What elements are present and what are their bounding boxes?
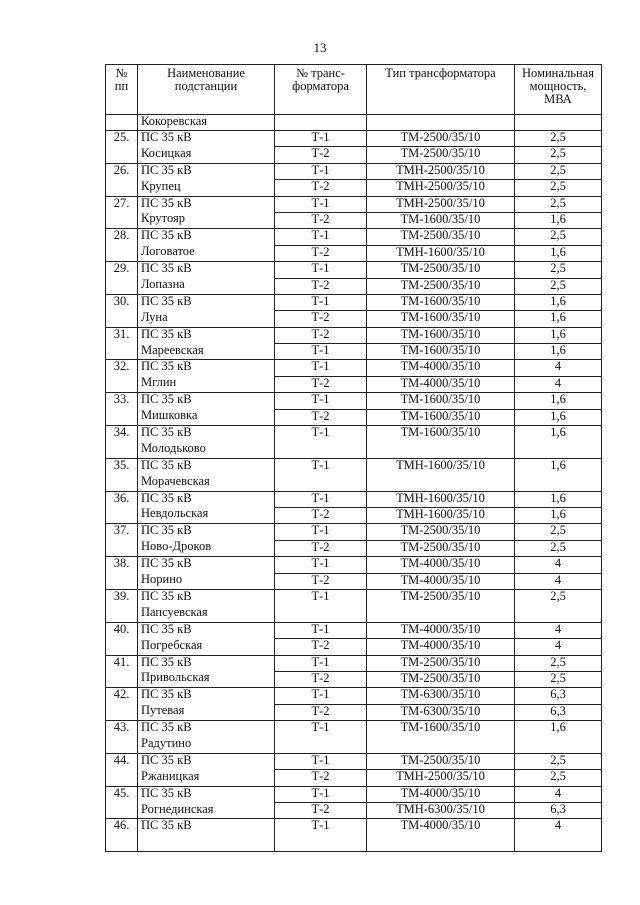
cell-rated-power: 2,5 xyxy=(515,540,602,556)
cell-rated-power: 2,5 xyxy=(515,163,602,179)
table-row xyxy=(106,327,602,343)
cell-num xyxy=(106,115,138,131)
cell-transformer-type: ТМ-6300/35/10 xyxy=(367,704,515,720)
cell-transformer-type: ТМН-1600/35/10 xyxy=(367,458,515,474)
cell-name xyxy=(138,835,275,851)
table-row xyxy=(106,393,602,409)
table-row xyxy=(106,245,602,261)
cell-rated-power: 1,6 xyxy=(515,327,602,343)
table-row xyxy=(106,344,602,360)
cell-transformer-number: Т-1 xyxy=(275,262,367,278)
table-row xyxy=(106,819,602,835)
cell-transformer-number: Т-1 xyxy=(275,229,367,245)
cell-transformer-number: Т-1 xyxy=(275,163,367,179)
cell-transformer-type: ТМ-1600/35/10 xyxy=(367,409,515,425)
cell-transformer-number: Т-1 xyxy=(275,491,367,507)
cell-transformer-number: Т-1 xyxy=(275,721,367,737)
cell-rated-power: 2,5 xyxy=(515,131,602,147)
cell-num: 37. xyxy=(106,524,138,540)
cell-name: ПС 35 кВ xyxy=(138,163,275,179)
cell-transformer-number: Т-1 xyxy=(275,786,367,802)
cell-num: 27. xyxy=(106,196,138,212)
cell-name: ПС 35 кВ xyxy=(138,426,275,442)
table-row xyxy=(106,426,602,442)
cell-rated-power: 2,5 xyxy=(515,262,602,278)
cell-transformer-type: ТМ-4000/35/10 xyxy=(367,573,515,589)
table-row xyxy=(106,770,602,786)
cell-rated-power: 6,3 xyxy=(515,688,602,704)
cell-transformer-number: Т-1 xyxy=(275,458,367,474)
table-row xyxy=(106,835,602,851)
cell-transformer-number xyxy=(275,606,367,622)
cell-transformer-type xyxy=(367,115,515,131)
cell-transformer-type: ТМ-1600/35/10 xyxy=(367,393,515,409)
cell-rated-power: 1,6 xyxy=(515,311,602,327)
cell-rated-power xyxy=(515,475,602,491)
cell-num xyxy=(106,278,138,294)
table-row xyxy=(106,115,602,131)
cell-num xyxy=(106,409,138,425)
cell-transformer-type: ТМ-1600/35/10 xyxy=(367,721,515,737)
cell-rated-power xyxy=(515,115,602,131)
table-row xyxy=(106,360,602,376)
cell-num: 39. xyxy=(106,589,138,605)
cell-num: 43. xyxy=(106,721,138,737)
cell-transformer-number xyxy=(275,115,367,131)
cell-transformer-number: Т-2 xyxy=(275,704,367,720)
header-transformer-number: № транс- форматора xyxy=(275,65,367,115)
cell-rated-power: 1,6 xyxy=(515,491,602,507)
cell-name: Луна xyxy=(138,311,275,327)
table-row xyxy=(106,311,602,327)
table-row xyxy=(106,180,602,196)
cell-num: 28. xyxy=(106,229,138,245)
cell-rated-power: 4 xyxy=(515,622,602,638)
cell-transformer-type: ТМ-2500/35/10 xyxy=(367,147,515,163)
cell-name: ПС 35 кВ xyxy=(138,786,275,802)
cell-num xyxy=(106,606,138,622)
cell-name: ПС 35 кВ xyxy=(138,622,275,638)
cell-transformer-number: Т-2 xyxy=(275,770,367,786)
cell-num xyxy=(106,573,138,589)
cell-transformer-number: Т-2 xyxy=(275,803,367,819)
cell-transformer-number xyxy=(275,475,367,491)
cell-transformer-type: ТМ-2500/35/10 xyxy=(367,131,515,147)
cell-transformer-type: ТМ-4000/35/10 xyxy=(367,360,515,376)
cell-transformer-number: Т-1 xyxy=(275,294,367,310)
cell-transformer-type: ТМН-1600/35/10 xyxy=(367,245,515,261)
cell-rated-power: 1,6 xyxy=(515,721,602,737)
cell-rated-power: 2,5 xyxy=(515,671,602,687)
table-row xyxy=(106,803,602,819)
table-row xyxy=(106,671,602,687)
table-row xyxy=(106,688,602,704)
cell-transformer-number: Т-1 xyxy=(275,196,367,212)
cell-transformer-number: Т-2 xyxy=(275,507,367,523)
cell-rated-power: 2,5 xyxy=(515,524,602,540)
cell-name: Логоватое xyxy=(138,245,275,261)
cell-rated-power xyxy=(515,737,602,753)
table-row xyxy=(106,229,602,245)
cell-transformer-number: Т-2 xyxy=(275,245,367,261)
cell-transformer-type: ТМ-4000/35/10 xyxy=(367,639,515,655)
table-row xyxy=(106,147,602,163)
cell-rated-power: 2,5 xyxy=(515,196,602,212)
cell-transformer-number: Т-2 xyxy=(275,180,367,196)
cell-num xyxy=(106,344,138,360)
cell-transformer-type: ТМН-2500/35/10 xyxy=(367,770,515,786)
cell-num: 34. xyxy=(106,426,138,442)
table-row xyxy=(106,163,602,179)
cell-rated-power: 1,6 xyxy=(515,294,602,310)
cell-name: ПС 35 кВ xyxy=(138,655,275,671)
cell-num: 42. xyxy=(106,688,138,704)
cell-rated-power: 4 xyxy=(515,573,602,589)
cell-transformer-type: ТМ-2500/35/10 xyxy=(367,753,515,769)
cell-transformer-type: ТМ-1600/35/10 xyxy=(367,426,515,442)
cell-transformer-number: Т-2 xyxy=(275,327,367,343)
cell-transformer-type: ТМН-2500/35/10 xyxy=(367,180,515,196)
cell-num xyxy=(106,212,138,228)
cell-rated-power xyxy=(515,606,602,622)
cell-rated-power: 4 xyxy=(515,360,602,376)
cell-name: ПС 35 кВ xyxy=(138,721,275,737)
cell-name: Рогнединская xyxy=(138,803,275,819)
cell-name: ПС 35 кВ xyxy=(138,458,275,474)
cell-name: ПС 35 кВ xyxy=(138,589,275,605)
cell-name: Ново-Дроков xyxy=(138,540,275,556)
cell-transformer-type: ТМН-1600/35/10 xyxy=(367,507,515,523)
cell-num: 35. xyxy=(106,458,138,474)
cell-transformer-type: ТМ-2500/35/10 xyxy=(367,524,515,540)
cell-rated-power: 6,3 xyxy=(515,704,602,720)
table-row xyxy=(106,639,602,655)
cell-num xyxy=(106,475,138,491)
cell-transformer-type: ТМ-4000/35/10 xyxy=(367,557,515,573)
cell-num: 44. xyxy=(106,753,138,769)
cell-transformer-number: Т-1 xyxy=(275,655,367,671)
cell-transformer-type: ТМ-2500/35/10 xyxy=(367,589,515,605)
cell-transformer-number xyxy=(275,442,367,458)
cell-transformer-type xyxy=(367,442,515,458)
cell-num: 26. xyxy=(106,163,138,179)
cell-num: 30. xyxy=(106,294,138,310)
cell-num xyxy=(106,180,138,196)
table-row xyxy=(106,507,602,523)
cell-rated-power: 1,6 xyxy=(515,245,602,261)
cell-name: ПС 35 кВ xyxy=(138,688,275,704)
table-row xyxy=(106,491,602,507)
cell-transformer-number: Т-1 xyxy=(275,344,367,360)
header-transformer-type: Тип трансформатора xyxy=(367,65,515,115)
cell-rated-power: 4 xyxy=(515,819,602,835)
cell-transformer-type: ТМН-6300/35/10 xyxy=(367,803,515,819)
cell-num: 36. xyxy=(106,491,138,507)
cell-transformer-type: ТМ-2500/35/10 xyxy=(367,540,515,556)
cell-transformer-number: Т-2 xyxy=(275,278,367,294)
cell-num xyxy=(106,737,138,753)
cell-transformer-type: ТМ-1600/35/10 xyxy=(367,294,515,310)
cell-name: Лопазна xyxy=(138,278,275,294)
table-row xyxy=(106,409,602,425)
cell-transformer-number: Т-2 xyxy=(275,540,367,556)
cell-num: 29. xyxy=(106,262,138,278)
cell-num: 31. xyxy=(106,327,138,343)
cell-num xyxy=(106,376,138,392)
cell-transformer-type xyxy=(367,606,515,622)
table-row xyxy=(106,737,602,753)
cell-transformer-type: ТМ-2500/35/10 xyxy=(367,278,515,294)
cell-transformer-type: ТМ-4000/35/10 xyxy=(367,786,515,802)
cell-name: Погребская xyxy=(138,639,275,655)
page-number: 13 xyxy=(313,40,327,55)
cell-rated-power: 1,6 xyxy=(515,409,602,425)
table-row xyxy=(106,442,602,458)
cell-name: Крутояр xyxy=(138,212,275,228)
table-row xyxy=(106,131,602,147)
cell-num xyxy=(106,540,138,556)
cell-transformer-number: Т-2 xyxy=(275,311,367,327)
cell-name: ПС 35 кВ xyxy=(138,327,275,343)
table-header-row xyxy=(106,65,602,115)
cell-num xyxy=(106,835,138,851)
table-row xyxy=(106,704,602,720)
cell-transformer-number: Т-1 xyxy=(275,393,367,409)
cell-name: Ржаницкая xyxy=(138,770,275,786)
table-row xyxy=(106,622,602,638)
cell-num: 41. xyxy=(106,655,138,671)
cell-name: Мглин xyxy=(138,376,275,392)
cell-transformer-type: ТМ-2500/35/10 xyxy=(367,229,515,245)
cell-transformer-type: ТМН-2500/35/10 xyxy=(367,196,515,212)
header-num: № пп xyxy=(106,65,138,115)
cell-transformer-number: Т-1 xyxy=(275,360,367,376)
cell-transformer-type: ТМ-2500/35/10 xyxy=(367,655,515,671)
cell-transformer-type: ТМ-6300/35/10 xyxy=(367,688,515,704)
cell-name: Невдольская xyxy=(138,507,275,523)
cell-name: ПС 35 кВ xyxy=(138,131,275,147)
cell-num xyxy=(106,704,138,720)
cell-name: Радутино xyxy=(138,737,275,753)
cell-num xyxy=(106,803,138,819)
table-row xyxy=(106,212,602,228)
cell-name: Мишковка xyxy=(138,409,275,425)
table-row xyxy=(106,655,602,671)
cell-transformer-number: Т-1 xyxy=(275,131,367,147)
cell-transformer-type: ТМ-1600/35/10 xyxy=(367,344,515,360)
cell-transformer-number: Т-1 xyxy=(275,557,367,573)
table-row xyxy=(106,262,602,278)
cell-transformer-number: Т-1 xyxy=(275,622,367,638)
cell-rated-power: 1,6 xyxy=(515,426,602,442)
cell-num: 45. xyxy=(106,786,138,802)
cell-num: 33. xyxy=(106,393,138,409)
table-row xyxy=(106,589,602,605)
cell-num: 46. xyxy=(106,819,138,835)
cell-transformer-type: ТМ-2500/35/10 xyxy=(367,671,515,687)
cell-transformer-type: ТМ-4000/35/10 xyxy=(367,622,515,638)
cell-rated-power: 2,5 xyxy=(515,589,602,605)
cell-transformer-number: Т-1 xyxy=(275,589,367,605)
table-row xyxy=(106,278,602,294)
cell-rated-power: 2,5 xyxy=(515,655,602,671)
cell-num xyxy=(106,442,138,458)
cell-name: Норино xyxy=(138,573,275,589)
cell-rated-power xyxy=(515,442,602,458)
cell-transformer-type xyxy=(367,737,515,753)
cell-transformer-type: ТМ-4000/35/10 xyxy=(367,376,515,392)
cell-name: Мареевская xyxy=(138,344,275,360)
header-rated-power: Номинальная мощность, МВА xyxy=(515,65,602,115)
cell-rated-power: 1,6 xyxy=(515,212,602,228)
cell-name: ПС 35 кВ xyxy=(138,393,275,409)
cell-rated-power: 2,5 xyxy=(515,229,602,245)
cell-num xyxy=(106,671,138,687)
table-row xyxy=(106,540,602,556)
cell-num xyxy=(106,639,138,655)
cell-name: ПС 35 кВ xyxy=(138,491,275,507)
cell-name: ПС 35 кВ xyxy=(138,819,275,835)
cell-name: Привольская xyxy=(138,671,275,687)
cell-transformer-number: Т-2 xyxy=(275,409,367,425)
table-row xyxy=(106,524,602,540)
cell-name: ПС 35 кВ xyxy=(138,294,275,310)
cell-transformer-type: ТМ-1600/35/10 xyxy=(367,311,515,327)
cell-transformer-number: Т-2 xyxy=(275,639,367,655)
cell-num xyxy=(106,770,138,786)
cell-num xyxy=(106,507,138,523)
table-row xyxy=(106,606,602,622)
substation-table xyxy=(105,64,602,852)
cell-name: ПС 35 кВ xyxy=(138,262,275,278)
cell-transformer-type: ТМ-2500/35/10 xyxy=(367,262,515,278)
cell-transformer-number: Т-1 xyxy=(275,688,367,704)
cell-name: Путевая xyxy=(138,704,275,720)
cell-name: Косицкая xyxy=(138,147,275,163)
cell-rated-power: 2,5 xyxy=(515,278,602,294)
cell-transformer-number: Т-1 xyxy=(275,426,367,442)
cell-name: ПС 35 кВ xyxy=(138,524,275,540)
cell-name: ПС 35 кВ xyxy=(138,229,275,245)
table-row xyxy=(106,196,602,212)
cell-rated-power: 2,5 xyxy=(515,147,602,163)
cell-transformer-type xyxy=(367,835,515,851)
cell-transformer-type: ТМ-4000/35/10 xyxy=(367,819,515,835)
cell-transformer-type: ТМ-1600/35/10 xyxy=(367,327,515,343)
cell-rated-power: 4 xyxy=(515,557,602,573)
cell-transformer-number: Т-2 xyxy=(275,376,367,392)
cell-num xyxy=(106,311,138,327)
cell-name: ПС 35 кВ xyxy=(138,360,275,376)
cell-transformer-number: Т-2 xyxy=(275,671,367,687)
cell-rated-power: 1,6 xyxy=(515,393,602,409)
cell-name: ПС 35 кВ xyxy=(138,753,275,769)
cell-transformer-number: Т-1 xyxy=(275,524,367,540)
cell-name: ПС 35 кВ xyxy=(138,196,275,212)
header-substation-name: Наименование подстанции xyxy=(138,65,275,115)
cell-rated-power: 1,6 xyxy=(515,507,602,523)
cell-num xyxy=(106,245,138,261)
cell-num: 38. xyxy=(106,557,138,573)
cell-transformer-number: Т-2 xyxy=(275,573,367,589)
cell-name: Морачевская xyxy=(138,475,275,491)
cell-transformer-type: ТМ-1600/35/10 xyxy=(367,212,515,228)
cell-rated-power: 2,5 xyxy=(515,753,602,769)
table-row xyxy=(106,376,602,392)
cell-rated-power: 4 xyxy=(515,786,602,802)
table-row xyxy=(106,753,602,769)
cell-transformer-number: Т-2 xyxy=(275,147,367,163)
cell-transformer-type: ТМН-2500/35/10 xyxy=(367,163,515,179)
cell-name: Кокоревская xyxy=(138,115,275,131)
cell-num: 25. xyxy=(106,131,138,147)
cell-rated-power: 2,5 xyxy=(515,180,602,196)
cell-transformer-number: Т-1 xyxy=(275,753,367,769)
table-row xyxy=(106,458,602,474)
cell-rated-power: 1,6 xyxy=(515,344,602,360)
cell-transformer-number xyxy=(275,737,367,753)
cell-rated-power xyxy=(515,835,602,851)
table-row xyxy=(106,573,602,589)
cell-num: 32. xyxy=(106,360,138,376)
cell-rated-power: 6,3 xyxy=(515,803,602,819)
cell-num xyxy=(106,147,138,163)
cell-transformer-number: Т-1 xyxy=(275,819,367,835)
table-row xyxy=(106,786,602,802)
cell-rated-power: 4 xyxy=(515,376,602,392)
cell-name: Крупец xyxy=(138,180,275,196)
table-row xyxy=(106,475,602,491)
cell-name: Папсуевская xyxy=(138,606,275,622)
table-row xyxy=(106,294,602,310)
table-row xyxy=(106,721,602,737)
cell-transformer-type: ТМН-1600/35/10 xyxy=(367,491,515,507)
cell-rated-power: 2,5 xyxy=(515,770,602,786)
table-row xyxy=(106,557,602,573)
cell-rated-power: 4 xyxy=(515,639,602,655)
cell-transformer-number: Т-2 xyxy=(275,212,367,228)
cell-transformer-type xyxy=(367,475,515,491)
cell-name: ПС 35 кВ xyxy=(138,557,275,573)
cell-rated-power: 1,6 xyxy=(515,458,602,474)
cell-transformer-number xyxy=(275,835,367,851)
cell-name: Молодьково xyxy=(138,442,275,458)
cell-num: 40. xyxy=(106,622,138,638)
